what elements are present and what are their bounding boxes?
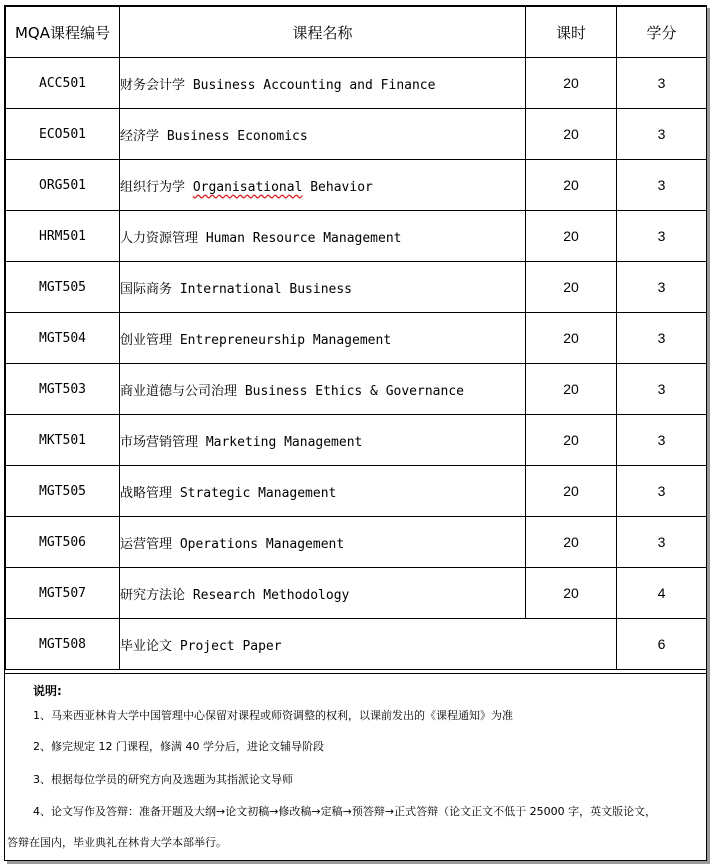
note-item: 3、根据每位学员的研究方向及选题为其指派论文导师 — [33, 773, 293, 786]
note-item: 4、论文写作及答辩：准备开题及大纲→论文初稿→修改稿→定稿→预答辩→正式答辩（论文正文不低于 25000 字，英文版论文， — [33, 805, 657, 818]
course-name: 财务会计学 Business Accounting and Finance — [120, 58, 526, 109]
note-item-continued: 答辩在国内，毕业典礼在林肯大学本部举行。 — [7, 836, 227, 849]
course-credits: 3 — [617, 211, 707, 262]
course-name: 毕业论文 Project Paper — [120, 619, 617, 670]
course-hours: 20 — [526, 160, 617, 211]
course-credits: 3 — [617, 466, 707, 517]
course-hours: 20 — [526, 109, 617, 160]
course-hours: 20 — [526, 364, 617, 415]
course-name: 国际商务 International Business — [120, 262, 526, 313]
course-code: MGT505 — [6, 262, 120, 313]
table-row — [6, 211, 707, 262]
course-document — [4, 5, 707, 861]
course-credits: 3 — [617, 160, 707, 211]
course-name-rest: Behavior — [302, 179, 373, 195]
course-name: 人力资源管理 Human Resource Management — [120, 211, 526, 262]
course-code: ECO501 — [6, 109, 120, 160]
course-credits: 3 — [617, 313, 707, 364]
course-credits: 6 — [617, 619, 707, 670]
course-name: 研究方法论 Research Methodology — [120, 568, 526, 619]
table-header-row — [6, 7, 707, 58]
spellcheck-underlined-word: Organisational — [192, 179, 303, 195]
course-code: MGT504 — [6, 313, 120, 364]
course-credits: 4 — [617, 568, 707, 619]
course-name: 创业管理 Entrepreneurship Management — [120, 313, 526, 364]
course-code: MGT505 — [6, 466, 120, 517]
table-row — [6, 466, 707, 517]
course-credits: 3 — [617, 415, 707, 466]
course-hours: 20 — [526, 313, 617, 364]
course-name: 战略管理 Strategic Management — [120, 466, 526, 517]
table-row — [6, 415, 707, 466]
course-hours: 20 — [526, 517, 617, 568]
table-row — [6, 313, 707, 364]
course-code: MGT506 — [6, 517, 120, 568]
course-code: HRM501 — [6, 211, 120, 262]
course-name: 经济学 Business Economics — [120, 109, 526, 160]
course-name — [120, 160, 526, 211]
table-row — [6, 517, 707, 568]
notes-section — [5, 673, 706, 860]
course-hours: 20 — [526, 211, 617, 262]
course-name-cn: 组织行为学 — [120, 179, 193, 195]
course-name: 市场营销管理 Marketing Management — [120, 415, 526, 466]
course-hours: 20 — [526, 466, 617, 517]
header-credits: 学分 — [617, 7, 707, 58]
table-row — [6, 568, 707, 619]
course-hours: 20 — [526, 415, 617, 466]
table-row — [6, 619, 707, 670]
course-credits: 3 — [617, 517, 707, 568]
course-code: MGT508 — [6, 619, 120, 670]
note-item: 1、马来西亚林肯大学中国管理中心保留对课程或师资调整的权利，以课前发出的《课程通知》为准 — [33, 709, 513, 722]
course-code: ACC501 — [6, 58, 120, 109]
table-row — [6, 262, 707, 313]
course-name: 商业道德与公司治理 Business Ethics & Governance — [120, 364, 526, 415]
course-credits: 3 — [617, 58, 707, 109]
course-code: MGT507 — [6, 568, 120, 619]
note-item: 2、修完规定 12 门课程，修满 40 学分后，进论文辅导阶段 — [33, 740, 324, 753]
course-credits: 3 — [617, 109, 707, 160]
header-hours: 课时 — [526, 7, 617, 58]
table-row — [6, 58, 707, 109]
table-row — [6, 364, 707, 415]
table-row — [6, 109, 707, 160]
course-hours: 20 — [526, 568, 617, 619]
course-name: 运营管理 Operations Management — [120, 517, 526, 568]
course-credits: 3 — [617, 364, 707, 415]
course-code: ORG501 — [6, 160, 120, 211]
table-row — [6, 160, 707, 211]
course-hours: 20 — [526, 58, 617, 109]
course-credits: 3 — [617, 262, 707, 313]
course-table — [5, 6, 707, 670]
header-course-name: 课程名称 — [120, 7, 526, 58]
notes-title: 说明: — [33, 684, 62, 698]
course-hours: 20 — [526, 262, 617, 313]
header-course-code: MQA课程编号 — [6, 7, 120, 58]
course-code: MGT503 — [6, 364, 120, 415]
course-code: MKT501 — [6, 415, 120, 466]
